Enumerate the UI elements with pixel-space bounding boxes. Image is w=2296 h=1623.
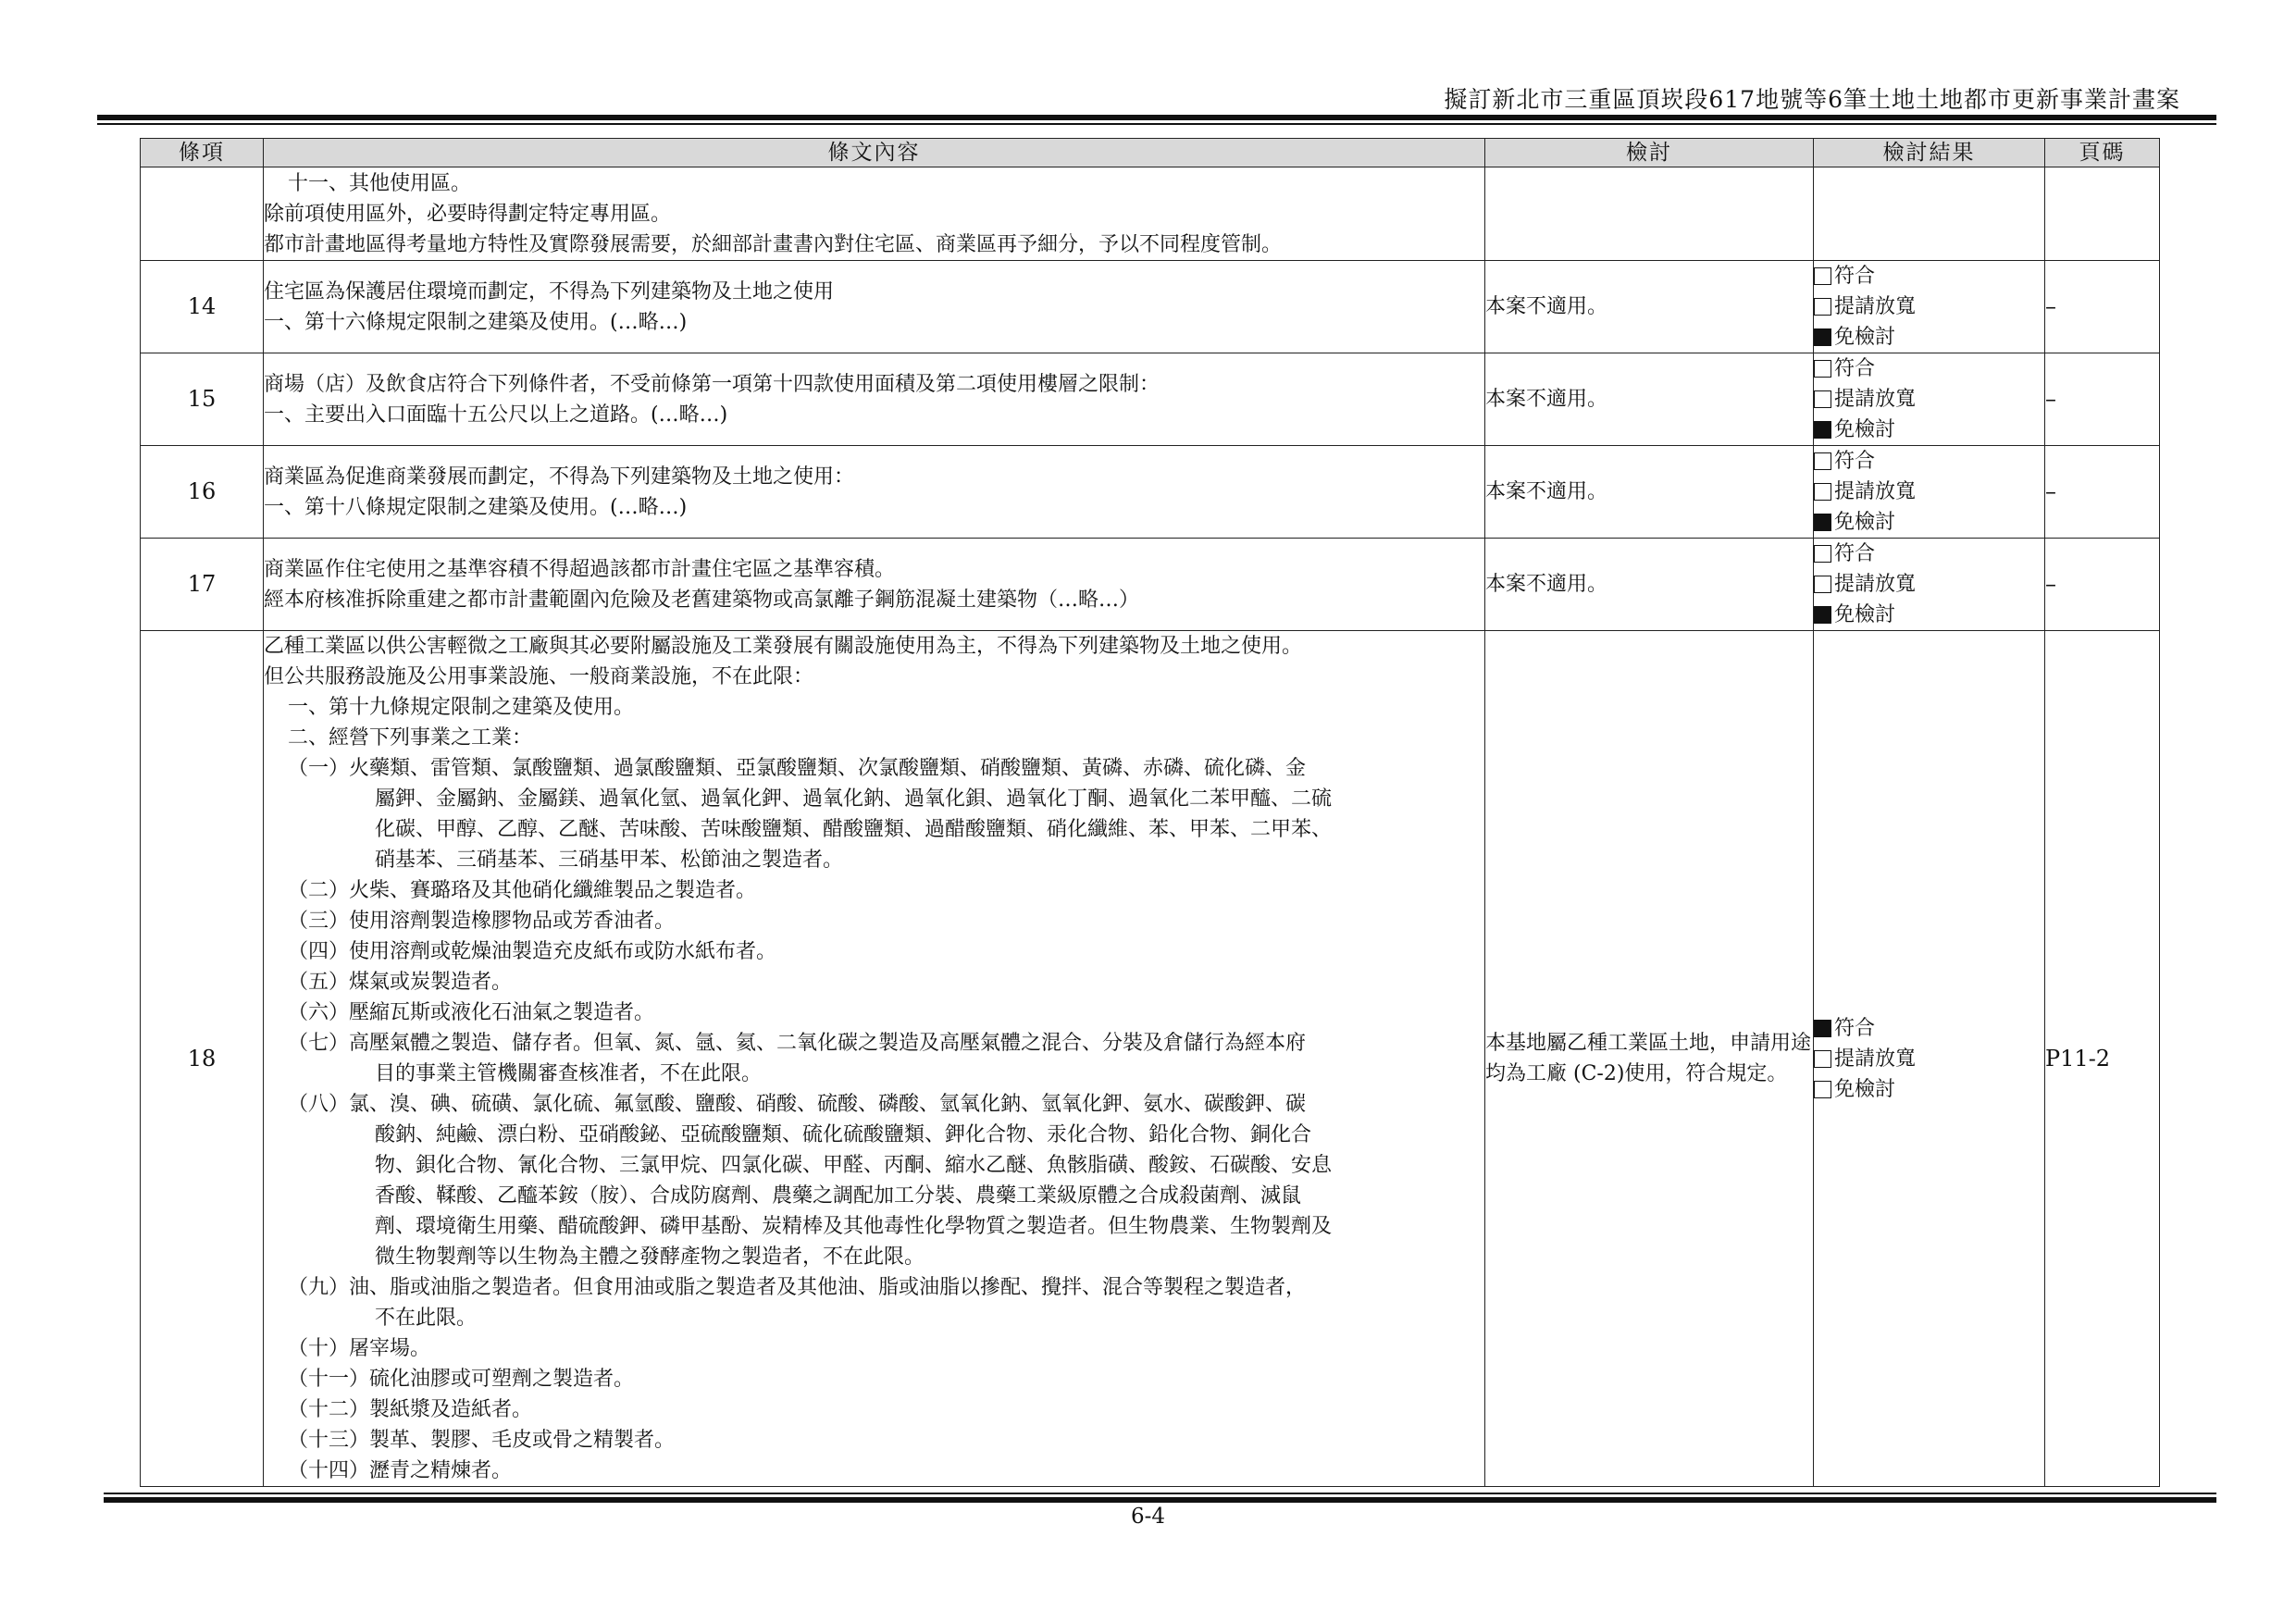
content-line: 但公共服務設施及公用事業設施、一般商業設施，不在此限： [264, 665, 814, 688]
content-line: 經本府核准拆除重建之都市計畫範圍內危險及老舊建築物或高氯離子鋼筋混凝土建築物（…略…） [264, 588, 1140, 612]
industry-item-line: （十二）製紙漿及造紙者。 [288, 1398, 533, 1421]
result-option [1814, 446, 2044, 477]
content-line: 都市計畫地區得考量地方特性及實際發展需要，於細部計畫書內對住宅區、商業區再予細分，予以不同程度管制。 [264, 232, 1283, 256]
result-option-label: 符合 [1834, 1016, 1876, 1040]
review-table [140, 138, 2160, 1487]
column-header-page: 頁碼 [2045, 139, 2160, 167]
industry-item-continuation: 不在此限。 [375, 1307, 478, 1330]
table-row [141, 446, 2160, 539]
result-option-label: 提請放寬 [1834, 573, 1917, 596]
result-option-label: 符合 [1834, 357, 1876, 380]
industry-item-continuation: 屬鉀、金屬鈉、金屬鎂、過氧化氫、過氧化鉀、過氧化鈉、過氧化鋇、過氧化丁酮、過氧化二苯甲醯、二硫 [375, 787, 1333, 811]
result-option-label: 免檢討 [1834, 511, 1896, 534]
page-cell: P11-2 [2045, 631, 2160, 1487]
content-line: 乙種工業區以供公害輕微之工廠與其必要附屬設施及工業發展有關設施使用為主，不得為下列建築物及土地之使用。 [264, 635, 1303, 658]
review-cell: 本案不適用。 [1485, 539, 1814, 631]
table-row [141, 539, 2160, 631]
result-option [1814, 353, 2044, 384]
checkbox-empty-icon [1814, 1081, 1831, 1098]
industry-item-continuation: 酸鈉、純鹼、漂白粉、亞硝酸鉍、亞硫酸鹽類、硫化硫酸鹽類、鉀化合物、汞化合物、鉛化合物、銅化合 [375, 1123, 1312, 1146]
page-cell: – [2045, 446, 2160, 539]
industry-item-line: （三）使用溶劑製造橡膠物品或芳香油者。 [288, 910, 676, 933]
result-option [1814, 261, 2044, 291]
review-cell: 本案不適用。 [1485, 446, 1814, 539]
page-cell: – [2045, 261, 2160, 353]
item-cell: 16 [141, 446, 264, 539]
result-cell [1814, 446, 2045, 539]
industry-item-line: （九）油、脂或油脂之製造者。但食用油或脂之製造者及其他油、脂或油脂以摻配、攪拌、混合等製程之製造者， [288, 1276, 1307, 1299]
content-line: 一、第十六條規定限制之建築及使用。(…略…) [264, 310, 688, 334]
result-option [1814, 1044, 2044, 1074]
page-cell: – [2045, 539, 2160, 631]
result-option [1814, 384, 2044, 415]
result-option-label: 免檢討 [1834, 603, 1896, 626]
checkbox-filled-icon [1814, 421, 1831, 439]
content-line: 住宅區為保護居住環境而劃定，不得為下列建築物及土地之使用 [264, 279, 835, 304]
content-line: 一、主要出入口面臨十五公尺以上之道路。(…略…) [264, 403, 728, 427]
header-double-rule [97, 115, 2216, 125]
column-header-item: 條項 [141, 139, 264, 167]
review-cell [1485, 631, 1814, 1487]
industry-item-line: （八）氯、溴、碘、硫磺、氯化硫、氟氫酸、鹽酸、硝酸、硫酸、磷酸、氫氧化鈉、氫氧化鉀、氨水、碳酸鉀、碳 [288, 1093, 1307, 1116]
checkbox-filled-icon [1814, 606, 1831, 624]
checkbox-filled-icon [1814, 514, 1831, 531]
result-option [1814, 539, 2044, 569]
result-option-label: 符合 [1834, 265, 1876, 288]
checkbox-empty-icon [1814, 545, 1831, 563]
result-option [1814, 1013, 2044, 1044]
content-line: 商業區作住宅使用之基準容積不得超過該都市計畫住宅區之基準容積。 [264, 557, 896, 581]
checkbox-filled-icon [1814, 1020, 1831, 1037]
review-cell: 本案不適用。 [1485, 353, 1814, 446]
content-cell [264, 353, 1485, 446]
industry-item-line: （十三）製革、製膠、毛皮或骨之精製者。 [288, 1429, 676, 1452]
industry-item-line: （十）屠宰場。 [288, 1337, 431, 1360]
industry-item-continuation: 化碳、甲醇、乙醇、乙醚、苦味酸、苦味酸鹽類、醋酸鹽類、過醋酸鹽類、硝化纖維、苯、甲苯、二甲苯、 [375, 818, 1333, 841]
page-cell [2045, 167, 2160, 261]
checkbox-empty-icon [1814, 360, 1831, 378]
result-option-label: 提請放寬 [1834, 388, 1917, 411]
result-option-label: 符合 [1834, 450, 1876, 473]
result-option [1814, 507, 2044, 538]
item-cell: 14 [141, 261, 264, 353]
result-option-label: 免檢討 [1834, 326, 1896, 349]
content-cell [264, 167, 1485, 261]
checkbox-empty-icon [1814, 298, 1831, 316]
industry-item-line: （一）火藥類、雷管類、氯酸鹽類、過氯酸鹽類、亞氯酸鹽類、次氯酸鹽類、硝酸鹽類、黃磷、赤磷、硫化磷、金 [288, 757, 1307, 780]
result-option [1814, 600, 2044, 630]
page-cell: – [2045, 353, 2160, 446]
item-cell: 18 [141, 631, 264, 1487]
content-cell [264, 631, 1485, 1487]
industry-item-line: （十四）瀝青之精煉者。 [288, 1459, 513, 1482]
result-cell [1814, 631, 2045, 1487]
content-cell [264, 539, 1485, 631]
result-cell [1814, 261, 2045, 353]
item-cell [141, 167, 264, 261]
review-cell: 本案不適用。 [1485, 261, 1814, 353]
document-header-title: 擬訂新北市三重區頂崁段617地號等6筆土地土地都市更新事業計畫案 [1444, 86, 2180, 113]
content-line: 二、經營下列事業之工業： [288, 726, 533, 750]
result-option [1814, 415, 2044, 445]
column-header-result: 檢討結果 [1814, 139, 2045, 167]
page-number: 6-4 [1130, 1505, 1166, 1529]
industry-item-continuation: 微生物製劑等以生物為主體之發酵產物之製造者，不在此限。 [375, 1245, 925, 1269]
checkbox-empty-icon [1814, 452, 1831, 470]
content-line: 除前項使用區外，必要時得劃定特定專用區。 [264, 202, 672, 226]
content-line: 十一、其他使用區。 [288, 171, 472, 195]
content-line: 商業區為促進商業發展而劃定，不得為下列建築物及土地之使用： [264, 465, 855, 489]
industry-item-line: （六）壓縮瓦斯或液化石油氣之製造者。 [288, 1001, 655, 1024]
industry-item-continuation: 香酸、鞣酸、乙醯苯銨（胺）、合成防腐劑、農藥之調配加工分裝、農藥工業級原體之合成殺菌劑、滅鼠 [375, 1184, 1302, 1208]
checkbox-empty-icon [1814, 267, 1831, 285]
table-row [141, 631, 2160, 1487]
content-line: 商場（店）及飲食店符合下列條件者，不受前條第一項第十四款使用面積及第二項使用樓層之限制： [264, 372, 1160, 396]
result-cell [1814, 353, 2045, 446]
result-option [1814, 477, 2044, 507]
result-option [1814, 1074, 2044, 1105]
result-option-label: 免檢討 [1834, 418, 1896, 441]
result-option-label: 提請放寬 [1834, 295, 1917, 318]
industry-item-line: （五）煤氣或炭製造者。 [288, 971, 513, 994]
checkbox-filled-icon [1814, 328, 1831, 346]
result-option [1814, 569, 2044, 600]
industry-item-continuation: 劑、環境衛生用藥、醋硫酸鉀、磷甲基酚、炭精棒及其他毒性化學物質之製造者。但生物農業、生物製劑及 [375, 1215, 1333, 1238]
item-cell: 17 [141, 539, 264, 631]
result-option-label: 提請放寬 [1834, 1047, 1917, 1071]
result-option-label: 免檢討 [1834, 1077, 1896, 1101]
result-option-label: 符合 [1834, 542, 1876, 565]
content-line: 一、第十八條規定限制之建築及使用。(…略…) [264, 495, 688, 519]
column-header-content: 條文內容 [264, 139, 1485, 167]
content-line: 一、第十九條規定限制之建築及使用。 [288, 696, 635, 719]
item-cell: 15 [141, 353, 264, 446]
industry-item-continuation: 物、鋇化合物、氰化合物、三氯甲烷、四氯化碳、甲醛、丙酮、縮水乙醚、魚骸脂磺、酸銨、石碳酸、安息 [375, 1154, 1333, 1177]
industry-item-line: （二）火柴、賽璐珞及其他硝化纖維製品之製造者。 [288, 879, 757, 902]
industry-item-continuation: 硝基苯、三硝基苯、三硝基甲苯、松節油之製造者。 [375, 849, 844, 872]
industry-item-line: （十一）硫化油膠或可塑劑之製造者。 [288, 1368, 635, 1391]
industry-item-list [264, 753, 1484, 1486]
content-cell [264, 261, 1485, 353]
result-option-label: 提請放寬 [1834, 480, 1917, 503]
footer-double-rule [104, 1493, 2216, 1503]
column-header-review: 檢討 [1485, 139, 1814, 167]
checkbox-empty-icon [1814, 576, 1831, 593]
checkbox-empty-icon [1814, 390, 1831, 408]
table-row [141, 353, 2160, 446]
result-option [1814, 291, 2044, 322]
table-row [141, 167, 2160, 261]
industry-item-continuation: 目的事業主管機關審查核准者，不在此限。 [375, 1062, 763, 1085]
table-row [141, 261, 2160, 353]
result-cell [1814, 167, 2045, 261]
industry-item-line: （四）使用溶劑或乾燥油製造充皮紙布或防水紙布者。 [288, 940, 777, 963]
content-cell [264, 446, 1485, 539]
review-text: 本基地屬乙種工業區土地，申請用途均為工廠 (C-2)使用，符合規定。 [1485, 1032, 1812, 1085]
result-cell [1814, 539, 2045, 631]
industry-item-line: （七）高壓氣體之製造、儲存者。但氧、氮、氬、氦、二氧化碳之製造及高壓氣體之混合、分裝及倉儲行為經本府 [288, 1032, 1307, 1055]
result-option [1814, 322, 2044, 353]
checkbox-empty-icon [1814, 1050, 1831, 1068]
checkbox-empty-icon [1814, 483, 1831, 501]
review-cell [1485, 167, 1814, 261]
table-header-row [141, 139, 2160, 167]
